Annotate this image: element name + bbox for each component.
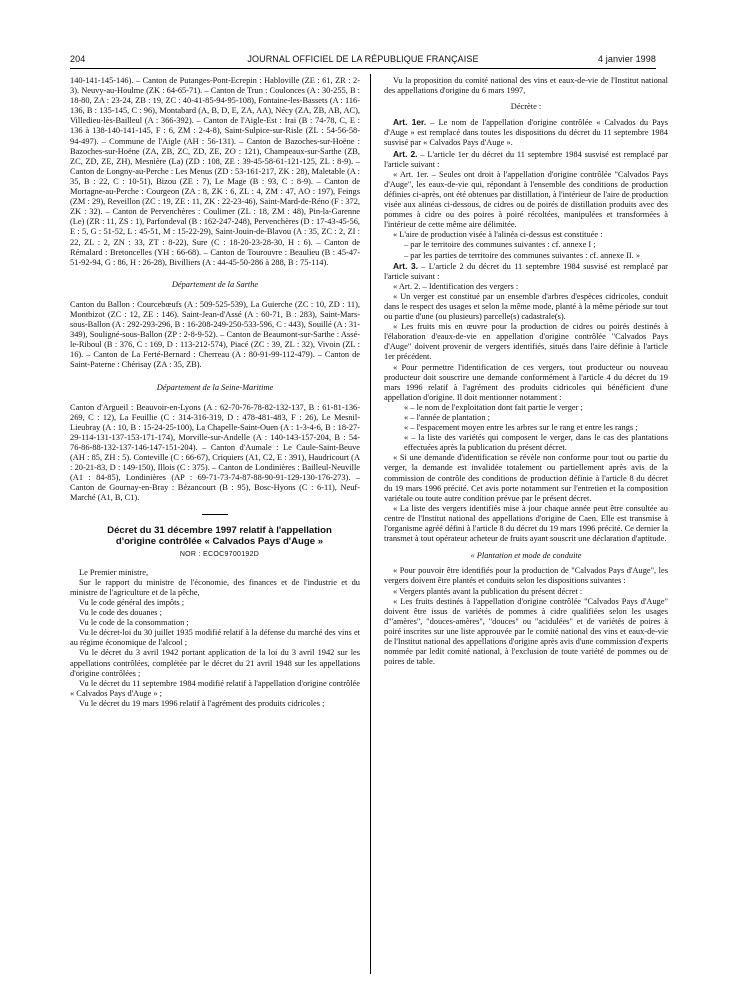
sarthe-heading: Département de la Sarthe bbox=[171, 279, 259, 289]
identification-paragraph: « Pour permettre l'identification de ces vergers, tout producteur ou nouveau producteur doit souscrire une demande conformément à l'article 4 du décret du 19 mars 1996 relatif à l'agrément des produits cidricoles qui bénéficient d'une appellation d'origine. Il doit mentionner notamment : bbox=[384, 362, 668, 402]
vu-item: Vu le code général des impôts ; bbox=[79, 597, 185, 607]
seine-maritime-heading: Département de la Seine-Maritime bbox=[156, 382, 274, 392]
vu-item: Vu le code des douanes ; bbox=[79, 608, 162, 618]
mention-list-item: « – la liste des variétés qui composent le verger, dans le cas des plantations effectuées après la publication du présent décret. bbox=[404, 433, 668, 453]
vu-item: Vu le décret du 11 septembre 1984 modifié relatif à l'appellation d'origine contrôlée « Calvados Pays d'Auge » ; bbox=[70, 678, 360, 698]
proposition-paragraph: Vu la proposition du comité national des vins et eaux-de-vie de l'Institut national des appellations d'origine du 6 mars 1997, bbox=[384, 76, 668, 96]
left-column bbox=[70, 76, 360, 709]
section-separator bbox=[202, 514, 228, 515]
verger-paragraph: « Un verger est constitué par un ensemble d'arbres d'espèces cidricoles, conduit dans le respect des usages et selon la même mode, planté à la même période sur tout ou partie d'une (ou plusieurs) parcelle(s) cadastrale(s). bbox=[384, 291, 668, 322]
plantation-heading: « Plantation et mode de conduite bbox=[470, 551, 582, 561]
column-divider bbox=[370, 74, 371, 974]
fruits-destines-paragraph: « Les fruits destinés à l'appellation d'origine contrôlée "Calvados Pays d'Auge" doivent être issus de variétés de pommes à cidre qualifiées selon les usages d'"amères", "douces-amères", "douces" ou "acidulées" et de variétés de poires à poiré inscrites sur une liste approuvée par le comité national des vins et eaux-de-vie de l'Institut national des appellations d'origine après avis d'une commission d'experts nommée par ledit comité national, à l'exclusion de toute variété de pommes ou de poires de table. bbox=[384, 596, 668, 667]
article-2-quote: « Art. 1er. – Seules ont droit à l'appellation d'origine contrôlée "Calvados Pays d'Auge", les eaux-de-vie qui, répondant à l'ensemble des conditions de production définies ci-après, ont été obtenues par distillation, à l'intérieur de l'aire de production visée aux alinéas ci-dessous, de cidres ou de poirés de distillation produits avec des pommes à cidre ou des poires à poiré récoltées, manipulées et transformées à l'intérieur de cette même aire délimitée. bbox=[384, 169, 668, 230]
pour-paragraph: « Pour pouvoir être identifiés pour la production de "Calvados Pays d'Auge", les vergers doivent être plantés et conduits selon les dispositions suivantes : bbox=[384, 566, 668, 586]
article-3 bbox=[384, 261, 668, 282]
sarthe-communes-paragraph: Canton du Ballon : Courcebœufs (A : 509-525-539), La Guierche (ZC : 10, ZD : 11), Montbizot (ZC : 12, ZE : 146). Saint-Jean-d'Assé (A : 60-71, B : 283), Saint-Mars-sous-Ballon (A : 292-293-296, B : 16-208-249-250-533-596, C : 443), Souillé (A : 31-349), Souligné-sous-Ballon (ZP : 2-8-9-52). – Canton de Beaumont-sur-Sarthe : Assé-le-Riboul (B : 376, C : 169, D : 113-212-574), Piacé (ZC : 39, ZL : 32), Vivoin (ZL : 16). – Canton de La Ferté-Bernard : Cherreau (A : 80-91-99-112-479). – Canton de Saint-Paterne : Chérisay (ZA : 35, ZB). bbox=[70, 299, 360, 370]
article-2-text: – L'article 1er du décret du 11 septembre 1984 susvisé est remplacé par l'article suivant : bbox=[384, 149, 668, 169]
mention-list-item: « – l'année de plantation ; bbox=[404, 413, 490, 422]
mention-list-item: « – l'espacement moyen entre les arbres sur le rang et entre les rangs ; bbox=[404, 423, 638, 433]
issue-date: 4 janvier 1998 bbox=[598, 54, 656, 64]
rapport-paragraph: Sur le rapport du ministre de l'économie, des finances et de l'industrie et du ministre de l'agriculture et de la pêche, bbox=[70, 577, 360, 597]
page-number: 204 bbox=[70, 54, 86, 64]
nor-reference: NOR : ECOC9700192D bbox=[179, 550, 260, 558]
journal-title: JOURNAL OFFICIEL DE LA RÉPUBLIQUE FRANÇAISE bbox=[247, 54, 479, 64]
aire-intro: « L'aire de production visée à l'alinéa ci-dessus est constituée : bbox=[393, 230, 603, 240]
decree-title-line2: d'origine contrôlée « Calvados Pays d'Auge » bbox=[115, 535, 324, 547]
article-3-text: – L'article 2 du décret du 11 septembre 1984 susvisé est remplacé par l'article suivant : bbox=[384, 261, 668, 281]
article-1-text: – Le nom de l'appellation d'origine contrôlée « Calvados du Pays d'Auge » est remplacé dans toutes les dispositions du décret du 11 septembre 1984 susvisé par « Calvados Pays d'Auge ». bbox=[384, 118, 668, 148]
article-2 bbox=[384, 149, 668, 170]
orne-communes-paragraph: 140-141-145-146). – Canton de Putanges-Pont-Ecrepin : Habloville (ZE : 61, ZR : 2-3). Neuvy-au-Houlme (ZK : 64-65-71). – Canton de Trun : Coulonces (A : 30-255, B : 18-80, ZA : 23-24, ZB : 19, ZC : 40-41-85-94-95-108), Fontaine-les-Bassets (A : 116-136, B : 135-145, C : 96), Montabard (A, B, D, E, ZA, AA), Nécy (ZA, ZB, AB, AC), Villedieu-lès-Bailleul (A : 366-392). – Canton de l'Aigle-Est : Irai (B : 74-78, C, E : 136 à 138-140-141-145, F : 6, ZM : 2-4-8), Saint-Sulpice-sur-Risle (ZL : 54-56-58-94-497). – Commune de l'Aigle (AH : 56-131). – Canton de Bazoches-sur-Hoëne : Bazoches-sur-Hoëne (ZA, ZB, ZC, ZD, ZE, ZO : 121), Champeaux-sur-Sarthe (ZB, ZC, ZD, ZE, ZH), Mesnière (La) (ZD : 108, ZE : 39-45-58-61-121-125, ZL : 8-9). – Canton de Longny-au-Perche : Les Menus (ZD : 53-161-217, ZK : 28), Maletable (A : 35, B : 22, C : 10-51), Bizou (ZE : 7), Le Mage (B : 93, C : 8-9). – Canton de Mortagne-au-Perche : Courgeon (ZA : 8, ZK : 6, ZL : 4, ZM : 47, AO : 197), Feings (ZM : 29), Reveillon (ZC : 19, ZE : 11, ZK : 22-23-46), Saint-Mard-de-Réno (F : 372, ZK : 32). – Canton de Pervenchères : Coulimer (ZL : 18, ZM : 48), Pin-la-Garenne (Le) (ZR : 11, ZS : 1), Parfondeval (B : 162-247-248), Pervenchères (D : 17-43-45-56, E : 5, G : 51-52, L : 45-51, M : 15-22-29), Saint-Jouin-de-Blavou (A : 35, ZC : 2, ZI : 22, ZL : 2, ZN : 33, ZT : 8-22), Sure (C : 18-20-23-28-30, H : 6). – Canton de Rémalard : Bretoncelles (YH : 66-68). – Canton de Tourouvre : Beaulieu (B : 45-47-51-92-94, G : 86, H : 26-28), Bivilliers (A : 44-45-50-286 à 288, B : 75-114). bbox=[70, 76, 360, 267]
article-1-label: Art. 1er. bbox=[393, 117, 427, 128]
demande-paragraph: « Si une demande d'identification se révèle non conforme pour tout ou partie du verger, la demande est invalidée totalement ou partiellement après avis de la commission de contrôle des conditions de production définie à l'article 8 du décret du 19 mars 1996 précité. Cet avis porte notamment sur l'entretien et la composition variétale ou toute autre condition prévue par le présent décret. bbox=[384, 453, 668, 503]
article-2-label: Art. 2. bbox=[393, 148, 418, 159]
premier-ministre-line: Le Premier ministre, bbox=[79, 567, 149, 577]
aire-list-item: – par le territoire des communes suivantes : cf. annexe I ; bbox=[404, 240, 596, 250]
article-3-quote: « Art. 2. – Identification des vergers : bbox=[393, 281, 519, 291]
right-column bbox=[384, 76, 668, 667]
decree-title-line1: Décret du 31 décembre 1997 relatif à l'appellation bbox=[107, 524, 332, 536]
seine-maritime-communes-paragraph: Canton d'Argueil : Beauvoir-en-Lyons (A : 62-70-76-78-82-132-137, B : 61-81-136-269, C : 12), La Feuillie (C : 314-316-319, D : 478-481-483, F : 26), Le Mesnil-Lieubray (A : 10, B : 15-24-25-100), La Chapelle-Saint-Ouen (A : 1-3-4-6, B : 18-27-29-114-131-137-153-171-174), Morville-sur-Andelle (A : 140-143-157-204, B : 54-76-86-88-132-137-146-147-151-204). – Canton d'Aumale : Le Caule-Saint-Beuve (AH : 85, ZH : 5). Conteville (C : 66-67), Criquiers (A1, C2, E : 391), Haudricourt (A : 20-21-83, D : 149-150), Illois (C : 375). – Canton de Londinières : Bailleul-Neuville (A1 : 84-85), Londinières (AP : 69-71-73-74-87-88-90-91-129-130-176-273). – Canton de Gournay-en-Bray : Bézancourt (B : 95), Bosc-Hyons (C : 6-11), Neuf-Marché (A1, B, C1). bbox=[70, 402, 360, 503]
header-rule bbox=[70, 68, 656, 69]
vu-item: Vu le décret du 3 avril 1942 portant application de la loi du 3 avril 1942 sur les appellations contrôlées, complétée par le décret du 21 avril 1948 sur les appellations d'origine contrôlées ; bbox=[70, 648, 360, 678]
liste-paragraph: « La liste des vergers identifiés mise à jour chaque année peut être consultée au centre de l'Institut national des appellations d'origine de Caen. Elle est transmise à l'organisme agréé défini à l'article 8 du décret du 19 mars 1996 précité. Ce dernier la transmet à tout opérateur acheteur de fruits ayant souscrit une déclaration d'aptitude. bbox=[384, 503, 668, 544]
page-header bbox=[70, 54, 656, 68]
vergers-plantes-paragraph: « Vergers plantés avant la publication du présent décret : bbox=[393, 586, 583, 596]
decrete-line: Décrète : bbox=[510, 102, 542, 112]
fruits-paragraph: « Les fruits mis en œuvre pour la production de cidres ou poirés destinés à l'élaboration d'eaux-de-vie en appellation d'origine contrôlée "Calvados Pays d'Auge" doivent provenir de vergers identifiés, situés dans l'aire définie à l'article 1er précédent. bbox=[384, 322, 668, 362]
vu-item: Vu le décret-loi du 30 juillet 1935 modifié relatif à la défense du marché des vins et au régime économique de l'alcool ; bbox=[70, 628, 360, 648]
aire-list-item: – par les parties de territoire des communes suivantes : cf. annexe II. » bbox=[404, 250, 641, 260]
mention-list-item: « – le nom de l'exploitation dont fait partie le verger ; bbox=[404, 402, 583, 412]
article-3-label: Art. 3. bbox=[393, 260, 418, 271]
vu-item: Vu le code de la consommation ; bbox=[79, 618, 189, 628]
vu-item: Vu le décret du 19 mars 1996 relatif à l'agrément des produits cidricoles ; bbox=[79, 698, 325, 708]
article-1 bbox=[384, 117, 668, 148]
